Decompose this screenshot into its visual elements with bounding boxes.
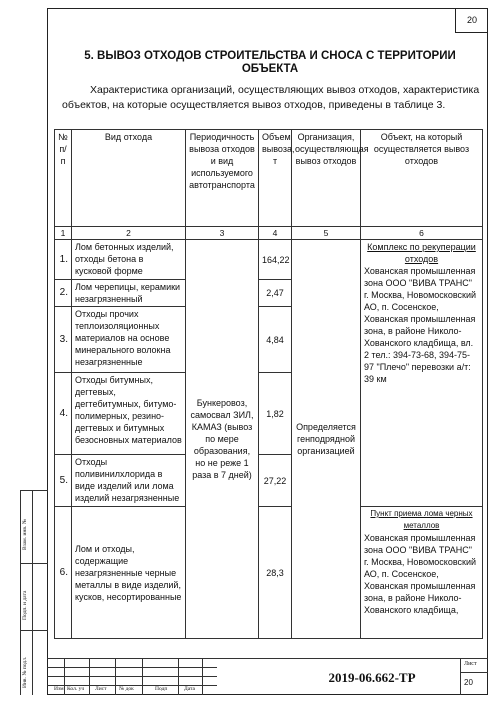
header-cell: Вид отхода xyxy=(72,130,186,227)
document-code: 2019-06.662-ТР xyxy=(328,670,416,685)
stamp-label-sheet: Лист xyxy=(95,686,107,692)
destination-2-text: Хованская промышленная зона ООО "ВИВА ТРАНС" г. Москва, Новомосковский АО, п. Сосенское, Хованская промышленная зона, в районе Николо-Хованского кладбища, xyxy=(364,533,477,615)
column-number: 1 xyxy=(55,227,72,240)
destination-1-text: Хованская промышленная зона ООО "ВИВА ТРАНС" г. Москва, Новомосковский АО, п. Сосенское, Хованская промышленная зона, в районе Николо-Хованского кладбища, вл. 2 тел.: 394-73-68, 394-75-97 "Плечо" перевозки а/т: 39 км xyxy=(364,266,477,384)
stamp-label-signature: Подп xyxy=(155,686,168,692)
waste-type: Лом и отходы, содержащие незагрязненные черные металлы в виде изделий, кусков, несортированные xyxy=(72,507,186,639)
side-label-inventory: Инв. № подл. xyxy=(22,656,28,688)
side-label-signature-date: Подп. и дата xyxy=(22,590,28,620)
table-row xyxy=(55,240,483,280)
header-cell: Периодичность вывоза отходов и вид используемого автотранспорта xyxy=(186,130,259,227)
row-number: 4. xyxy=(55,373,72,455)
section-title xyxy=(60,50,480,76)
side-label-replacement: Взам. инв. № xyxy=(22,519,28,550)
column-number: 5 xyxy=(292,227,361,240)
intro-paragraph: Характеристика организаций, осуществляющих вывоз отходов, характеристика объектов, на которые осуществляется вывоз отходов, приведены в таблице 3. xyxy=(62,84,480,111)
volume: 28,3 xyxy=(259,507,292,639)
page-number: 20 xyxy=(466,15,477,25)
table-header-row xyxy=(55,130,483,227)
volume: 2,47 xyxy=(259,280,292,307)
row-number: 5. xyxy=(55,455,72,507)
stamp-sheet-label: Лист xyxy=(464,661,477,667)
stamp-label-change: Изм xyxy=(54,686,64,692)
waste-type: Отходы битумных, дегтевых, дегтебитумных, битумо-полимерных, резино-дегтевых и битумных безосновных материалов xyxy=(72,373,186,455)
volume: 164,22 xyxy=(259,240,292,280)
destination-cell-1 xyxy=(361,240,483,507)
column-number-row xyxy=(55,227,483,240)
table-row xyxy=(55,507,483,639)
page-number-box xyxy=(455,8,488,33)
volume: 1,82 xyxy=(259,373,292,455)
column-number: 6 xyxy=(361,227,483,240)
periodicity-cell: Бункеровоз, самосвал ЗИЛ, КАМАЗ (вывоз по мере образования, но не реже 1 раза в 7 дней) xyxy=(186,240,259,639)
title-block xyxy=(47,658,488,695)
waste-type: Отходы поливинилхлорида в виде изделий или лома изделий незагрязненные xyxy=(72,455,186,507)
stamp-sheet-number: 20 xyxy=(464,678,473,687)
destination-cell-2 xyxy=(361,507,483,639)
row-number: 3. xyxy=(55,307,72,373)
destination-2-title: Пункт приема лома черных металлов xyxy=(370,509,473,530)
side-strip xyxy=(20,490,48,695)
waste-table xyxy=(54,129,483,639)
volume: 27,22 xyxy=(259,455,292,507)
section-title-line1: 5. ВЫВОЗ ОТХОДОВ СТРОИТЕЛЬСТВА И СНОСА С ТЕРРИТОРИИ xyxy=(84,50,456,62)
header-cell: Объем вывоза, т xyxy=(259,130,292,227)
waste-type: Лом бетонных изделий, отходы бетона в кусковой форме xyxy=(72,240,186,280)
stamp-label-doc-number: № док xyxy=(119,686,134,692)
stamp-label-count: Кол. уч xyxy=(67,686,85,692)
header-cell: № п/п xyxy=(55,130,72,227)
volume: 4,84 xyxy=(259,307,292,373)
waste-type: Лом черепицы, керамики незагрязненный xyxy=(72,280,186,307)
header-cell: Объект, на который осуществляется вывоз отходов xyxy=(361,130,483,227)
column-number: 3 xyxy=(186,227,259,240)
destination-1-title: Комплекс по рекуперации отходов xyxy=(367,242,476,264)
column-number: 2 xyxy=(72,227,186,240)
organization-cell: Определяется генподрядной организацией xyxy=(292,240,361,639)
row-number: 6. xyxy=(55,507,72,639)
row-number: 2. xyxy=(55,280,72,307)
waste-type: Отходы прочих теплоизоляционных материалов на основе минерального волокна незагрязненные xyxy=(72,307,186,373)
stamp-label-date: Дата xyxy=(184,686,195,692)
column-number: 4 xyxy=(259,227,292,240)
header-cell: Организация, осуществляющая вывоз отходов xyxy=(292,130,361,227)
section-title-line2: ОБЪЕКТА xyxy=(241,63,299,75)
row-number: 1. xyxy=(55,240,72,280)
